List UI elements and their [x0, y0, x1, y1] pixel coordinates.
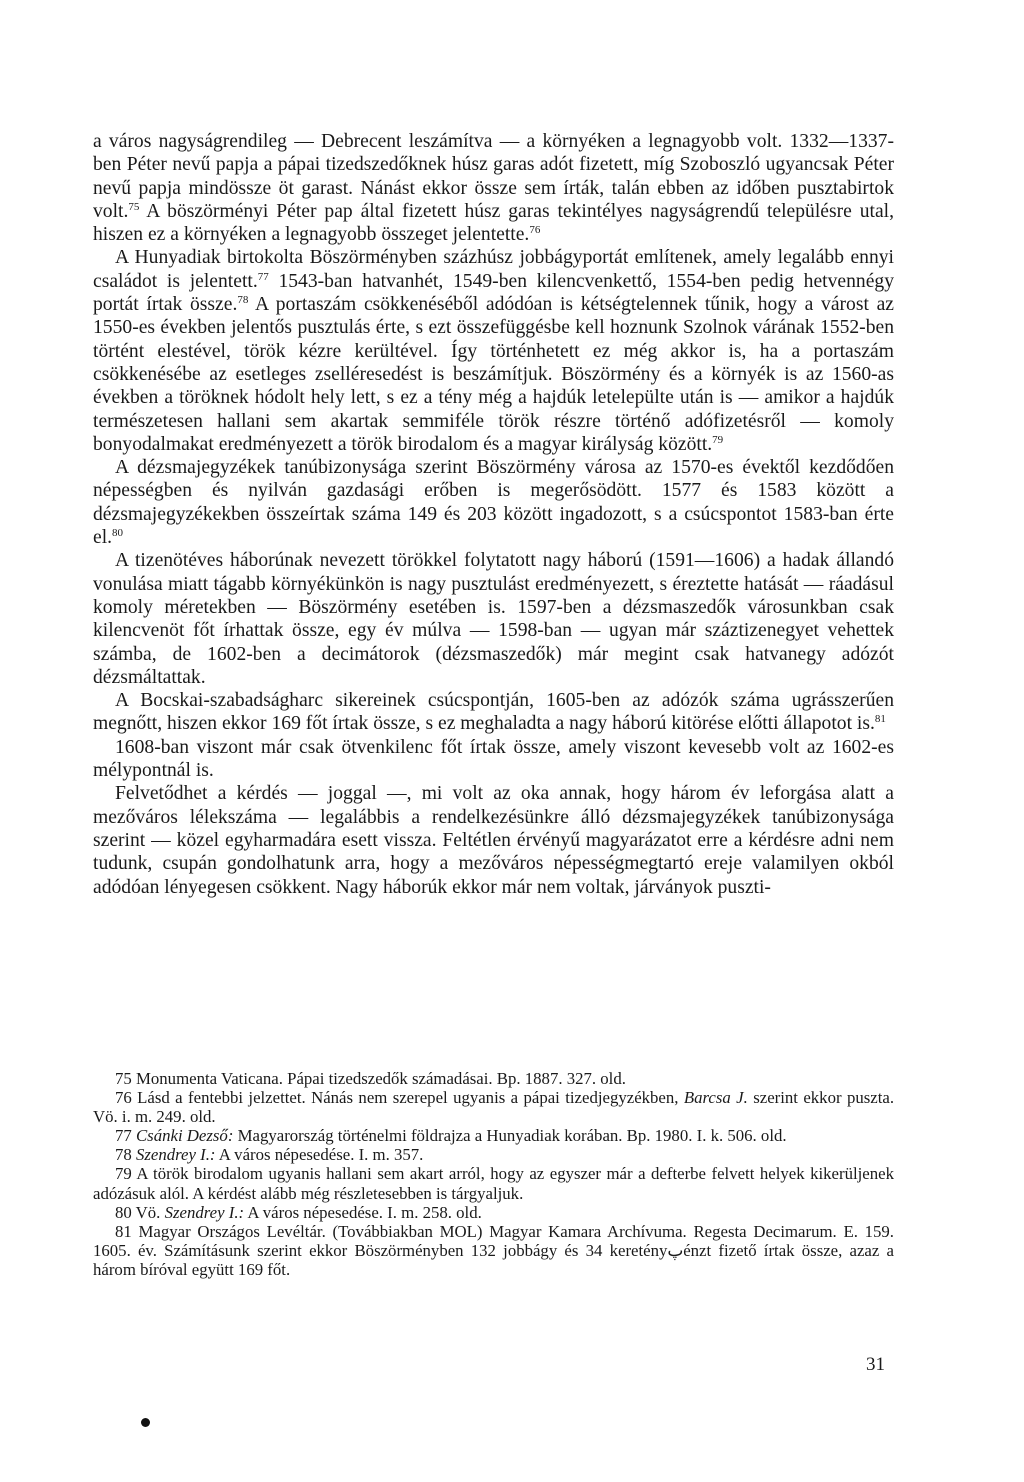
footnote-ref-77[interactable]: 77	[257, 270, 269, 283]
paragraph-4: A tizenötéves háborúnak nevezett törökkel folytatott nagy háború (1591—1606) a hadak állandó vonulása miatt tágabb környékünkön is nagy pusztulást eredményezett, s éreztette hatását — ráadásul komoly méretekben — Böszörmény esetében is. 1597-ben a dézsmaszedők városunkban csak kilencvenöt főt írhattak össze, egy év múlva — 1598-ban — ugyan már száztizenegyet vehettek számba, de 1602-ben a decimátorok (dézsmaszedők) már megint csak hatvanegy adózót dézsmáltattak.	[93, 550, 894, 688]
footnote-author: Csánki Dezső:	[135, 1126, 234, 1146]
footnote-78: 78 Szendrey I.: A város népesedése. I. m. 357.	[115, 1145, 424, 1165]
footnote-75: 75 Monumenta Vaticana. Pápai tizedszedők számadásai. Bp. 1887. 327. old.	[115, 1069, 626, 1088]
footnotes	[93, 1069, 894, 1279]
footnote-ref-75[interactable]: 75	[128, 200, 140, 213]
footnote-77: 77 Csánki Dezső: Magyarország történelmi földrajza a Hunyadiak korában. Bp. 1980. I. k. 506. old.	[115, 1126, 787, 1146]
footnote-76: 76 Lásd a fentebbi jelzettet. Nánás nem szerepel ugyanis a pápai tizedjegyzékben, Barcsa J. szerint ekkor puszta. Vö. i. m. 249. old.	[93, 1088, 895, 1127]
footnote-ref-76[interactable]: 76	[529, 224, 541, 237]
footnote-81: 81 Magyar Országos Levéltár. (Továbbiakban MOL) Magyar Kamara Archívuma. Regesta Decimarum. E. 159. 1605. év. Számításunk szerint ekkor Böszörményben 132 jobbágy és 34 keretényپénzt fizető írtak össze, azaz a három bíróval együtt 169 főt.	[93, 1221, 894, 1279]
footnote-80: 80 Vö. Szendrey I.: A város népesedése. I. m. 258. old.	[115, 1202, 482, 1222]
page-number: 31	[866, 1354, 885, 1375]
main-text	[93, 130, 894, 899]
paragraph-6: 1608-ban viszont már csak ötvenkilenc főt írtak össze, amely viszont kevesebb volt az 1602-es mélypontnál is.	[93, 736, 894, 782]
bullet-dot	[141, 1418, 150, 1427]
footnote-author: Szendrey I.:	[135, 1145, 216, 1165]
paragraph-1: a város nagyságrendileg — Debrecent leszámítva — a környéken a legnagyobb volt. 1332—1337-ben Péter nevű papja a pápai tizedszedőknek húsz garas adót fizetett, míg Szoboszló ugyancsak Péter nevű papja mindössze öt garast. Nánást ekkor össze sem írták, talán ebben az időben pusztabirtok volt.$^{75}$ A böszörményi Péter pap által fizetett húsz garas tekintélyes nagyságrendű településre utal, hiszen ez a környéken a legnagyobb összeget jelentette.$^{76}$	[93, 131, 894, 246]
footnote-79: 79 A török birodalom ugyanis hallani sem akart arról, hogy az egyszer már a defterbe felvett helyek kikerüljenek adózásuk alól. A kérdést alább még részletesebben is tárgyaljuk.	[93, 1164, 894, 1203]
paragraph-7: Felvetődhet a kérdés — joggal —, mi volt az oka annak, hogy három év leforgása alatt a mezőváros lélekszáma — legalábbis a rendelkezésünkre álló dézsmajegyzékek tanúbizonysága szerint — közel egyharmadára esett vissza. Feltétlen érvényű magyarázatot erre a kérdésre adni nem tudunk, csupán gondolhatunk arra, hogy a mezőváros népességmegtartó ereje valamilyen okból adódóan lényegesen csökkent. Nagy háborúk ekkor már nem voltak, járványok puszti-	[93, 783, 894, 898]
footnote-ref-81[interactable]: 81	[874, 713, 886, 726]
footnote-ref-79[interactable]: 79	[712, 433, 724, 446]
footnote-author: Barcsa J.	[683, 1088, 748, 1108]
paragraph-2: A Hunyadiak birtokolta Böszörményben százhúsz jobbágyportát említenek, amely legalább ennyi családot is jelentett.$^{77}$ 1543-ban hatvanhét, 1549-ben kilencvenkettő, 1554-ben pedig hetvennégy portát írtak össze.$^{78}$ A portaszám csökkenéséből adódóan is kétségtelennek tűnik, hogy a várost az 1550-es években jelentős pusztulás érte, s ezt összefüggésbe kell hoznunk Szolnok várának 1552-ben történt elestével, török kézre kerültével. Így történhetett ez még akkor is, ha a portaszám csökkenésébe az esetleges zselléresedést is beszámítjuk. Böszörmény és a környék is az 1560-as években a töröknek hódolt hely lett, s ez a tény még a hajdúk letelepülte után is — amikor a hajdúk természetesen hallani sem akartak semmiféle török részre történő adófizetésről — komoly bonyodalmakat eredményezett a török birodalom és a magyar királyság között.$^{79}$	[93, 247, 894, 455]
footnote-ref-80[interactable]: 80	[112, 527, 124, 540]
footnote-author: Szendrey I.:	[164, 1202, 245, 1222]
footnote-ref-78[interactable]: 78	[237, 294, 249, 307]
paragraph-5: A Bocskai-szabadságharc sikereinek csúcspontján, 1605-ben az adózók száma ugrásszerűen megnőtt, hiszen ekkor 169 főt írtak össze, s ez meghaladta a nagy háború kitörése előtti állapotot is.$^{81}$	[93, 690, 894, 735]
paragraph-3: A dézsmajegyzékek tanúbizonysága szerint Böszörmény városa az 1570-es évektől kezdődően népességben és nyilván gazdasági erőben is megerősödött. 1577 és 1583 között a dézsmajegyzékekben összeírtak száma 149 és 203 között ingadozott, s a csúcspontot 1583-ban érte el.$^{80}$	[93, 457, 894, 549]
